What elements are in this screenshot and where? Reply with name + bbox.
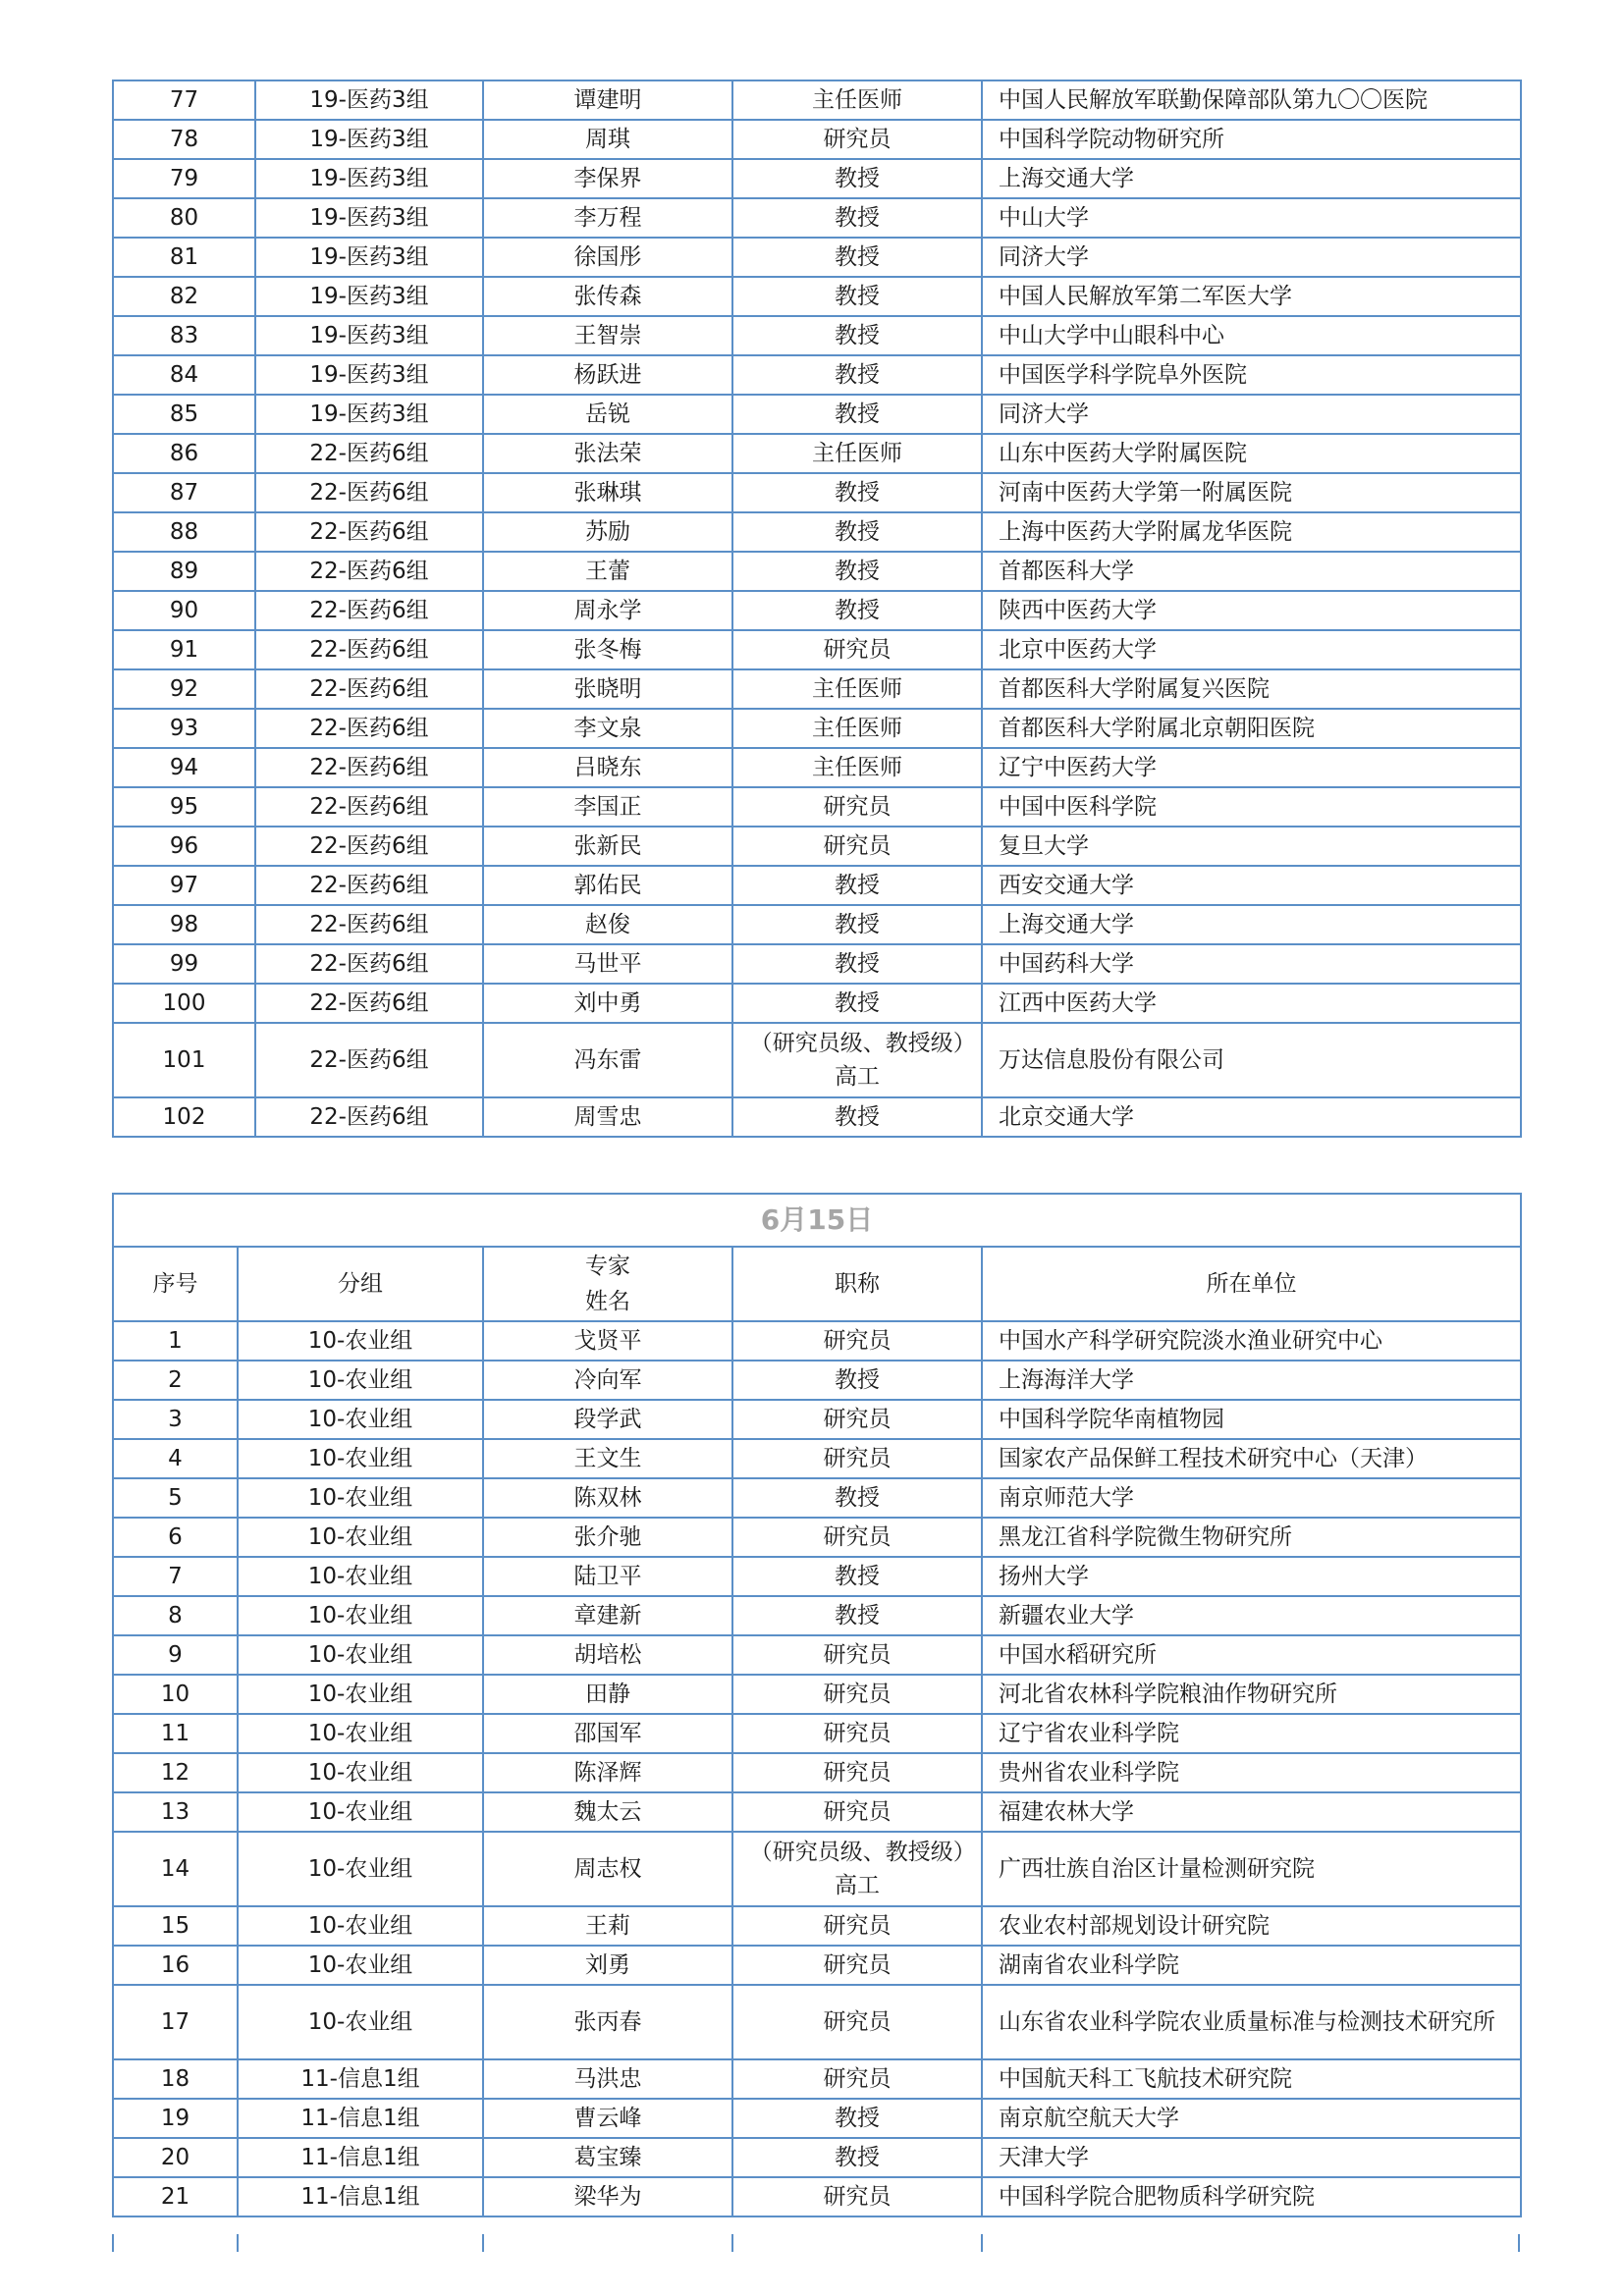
- row-group: 10-农业组: [238, 1946, 483, 1985]
- row-expert-name: 徐国彤: [483, 238, 732, 277]
- row-group: 22-医药6组: [255, 512, 483, 552]
- row-group: 10-农业组: [238, 1832, 483, 1906]
- row-expert-name: 张法荣: [483, 434, 732, 473]
- row-affiliation: 中国科学院华南植物园: [982, 1400, 1521, 1439]
- row-title: 教授: [732, 159, 982, 198]
- row-group: 22-医药6组: [255, 944, 483, 984]
- table-row: [113, 1946, 1521, 1985]
- row-affiliation: 国家农产品保鲜工程技术研究中心（天津）: [982, 1439, 1521, 1478]
- row-group: 11-信息1组: [238, 2138, 483, 2177]
- row-group: 22-医药6组: [255, 905, 483, 944]
- table-row: [113, 120, 1521, 159]
- row-group: 11-信息1组: [238, 2099, 483, 2138]
- row-expert-name: 王莉: [483, 1906, 732, 1946]
- row-group: 19-医药3组: [255, 120, 483, 159]
- row-group: 19-医药3组: [255, 80, 483, 120]
- table-row: [113, 512, 1521, 552]
- row-title: 研究员: [732, 787, 982, 827]
- row-affiliation: 辽宁中医药大学: [982, 748, 1521, 787]
- row-index: 96: [113, 827, 255, 866]
- row-expert-name: 梁华为: [483, 2177, 732, 2216]
- table-row: [113, 434, 1521, 473]
- row-affiliation: 中国科学院动物研究所: [982, 120, 1521, 159]
- row-group: 10-农业组: [238, 1321, 483, 1361]
- row-affiliation: 中国中医科学院: [982, 787, 1521, 827]
- table-row: [113, 552, 1521, 591]
- row-affiliation: 中国水产科学研究院淡水渔业研究中心: [982, 1321, 1521, 1361]
- row-group: 22-医药6组: [255, 1023, 483, 1097]
- row-affiliation: 山东省农业科学院农业质量标准与检测技术研究所: [982, 1985, 1521, 2059]
- table-row: [113, 1361, 1521, 1400]
- row-title: 研究员: [732, 1400, 982, 1439]
- table-row: [113, 1792, 1521, 1832]
- expert-table-june15: [112, 1193, 1522, 2217]
- row-index: 13: [113, 1792, 238, 1832]
- row-expert-name: 谭建明: [483, 80, 732, 120]
- row-index: 99: [113, 944, 255, 984]
- table-row: [113, 1596, 1521, 1635]
- row-expert-name: 王蕾: [483, 552, 732, 591]
- row-affiliation: 陕西中医药大学: [982, 591, 1521, 630]
- header-group: 分组: [238, 1247, 483, 1321]
- table-row: [113, 316, 1521, 355]
- row-index: 92: [113, 669, 255, 709]
- table1-body: [113, 80, 1521, 1137]
- row-title: 教授: [732, 316, 982, 355]
- row-affiliation: 湖南省农业科学院: [982, 1946, 1521, 1985]
- row-title: 教授: [732, 238, 982, 277]
- table-row: [113, 630, 1521, 669]
- row-expert-name: 李文泉: [483, 709, 732, 748]
- row-index: 88: [113, 512, 255, 552]
- table-row: [113, 355, 1521, 395]
- row-expert-name: 冯东雷: [483, 1023, 732, 1097]
- row-title: 研究员: [732, 1792, 982, 1832]
- row-index: 8: [113, 1596, 238, 1635]
- row-affiliation: 贵州省农业科学院: [982, 1753, 1521, 1792]
- row-affiliation: 辽宁省农业科学院: [982, 1714, 1521, 1753]
- table-row: [113, 1635, 1521, 1675]
- row-title: 教授: [732, 984, 982, 1023]
- row-group: 22-医药6组: [255, 669, 483, 709]
- row-title: 教授: [732, 473, 982, 512]
- row-index: 79: [113, 159, 255, 198]
- row-expert-name: 周永学: [483, 591, 732, 630]
- row-index: 4: [113, 1439, 238, 1478]
- row-index: 89: [113, 552, 255, 591]
- row-index: 101: [113, 1023, 255, 1097]
- row-expert-name: 周琪: [483, 120, 732, 159]
- row-affiliation: 上海交通大学: [982, 905, 1521, 944]
- row-group: 11-信息1组: [238, 2177, 483, 2216]
- row-expert-name: 马洪忠: [483, 2059, 732, 2099]
- row-index: 95: [113, 787, 255, 827]
- table-row: [113, 1321, 1521, 1361]
- row-expert-name: 葛宝臻: [483, 2138, 732, 2177]
- row-index: 85: [113, 395, 255, 434]
- row-affiliation: 中国科学院合肥物质科学研究院: [982, 2177, 1521, 2216]
- row-group: 19-医药3组: [255, 395, 483, 434]
- table-row: [113, 1400, 1521, 1439]
- row-group: 22-医药6组: [255, 552, 483, 591]
- row-title: 研究员: [732, 2059, 982, 2099]
- row-index: 17: [113, 1985, 238, 2059]
- table-row: [113, 1906, 1521, 1946]
- row-expert-name: 章建新: [483, 1596, 732, 1635]
- table-row: [113, 1097, 1521, 1137]
- row-expert-name: 岳锐: [483, 395, 732, 434]
- row-expert-name: 曹云峰: [483, 2099, 732, 2138]
- row-expert-name: 李国正: [483, 787, 732, 827]
- row-affiliation: 同济大学: [982, 238, 1521, 277]
- table-row: [113, 1557, 1521, 1596]
- table-row: [113, 984, 1521, 1023]
- row-affiliation: 同济大学: [982, 395, 1521, 434]
- row-index: 7: [113, 1557, 238, 1596]
- row-affiliation: 新疆农业大学: [982, 1596, 1521, 1635]
- row-title: 主任医师: [732, 80, 982, 120]
- expert-table-continued: [112, 80, 1522, 1138]
- row-index: 78: [113, 120, 255, 159]
- row-index: 2: [113, 1361, 238, 1400]
- row-affiliation: 天津大学: [982, 2138, 1521, 2177]
- row-expert-name: 吕晓东: [483, 748, 732, 787]
- row-affiliation: 首都医科大学附属北京朝阳医院: [982, 709, 1521, 748]
- row-group: 22-医药6组: [255, 787, 483, 827]
- row-expert-name: 张介驰: [483, 1518, 732, 1557]
- table-row: [113, 591, 1521, 630]
- row-title: 主任医师: [732, 748, 982, 787]
- table-row: [113, 1439, 1521, 1478]
- row-affiliation: 中国人民解放军第二军医大学: [982, 277, 1521, 316]
- row-title: 教授: [732, 1361, 982, 1400]
- row-index: 94: [113, 748, 255, 787]
- header-index: 序号: [113, 1247, 238, 1321]
- row-expert-name: 魏太云: [483, 1792, 732, 1832]
- row-expert-name: 冷向军: [483, 1361, 732, 1400]
- row-expert-name: 郭佑民: [483, 866, 732, 905]
- row-group: 19-医药3组: [255, 198, 483, 238]
- row-affiliation: 西安交通大学: [982, 866, 1521, 905]
- row-group: 19-医药3组: [255, 355, 483, 395]
- table-row: [113, 2138, 1521, 2177]
- table-row: [113, 198, 1521, 238]
- row-index: 12: [113, 1753, 238, 1792]
- table-date-title: 6月15日: [113, 1194, 1521, 1247]
- row-group: 22-医药6组: [255, 434, 483, 473]
- row-group: 19-医药3组: [255, 159, 483, 198]
- row-expert-name: 刘中勇: [483, 984, 732, 1023]
- row-affiliation: 中国药科大学: [982, 944, 1521, 984]
- row-group: 22-医药6组: [255, 984, 483, 1023]
- row-affiliation: 黑龙江省科学院微生物研究所: [982, 1518, 1521, 1557]
- table-row: [113, 2099, 1521, 2138]
- table-row: [113, 1985, 1521, 2059]
- row-group: 22-医药6组: [255, 709, 483, 748]
- table-row: [113, 1675, 1521, 1714]
- row-title: 教授: [732, 2138, 982, 2177]
- row-title: 研究员: [732, 827, 982, 866]
- table-row: [113, 277, 1521, 316]
- row-expert-name: 王智崇: [483, 316, 732, 355]
- row-affiliation: 广西壮族自治区计量检测研究院: [982, 1832, 1521, 1906]
- row-expert-name: 赵俊: [483, 905, 732, 944]
- header-affiliation: 所在单位: [982, 1247, 1521, 1321]
- row-affiliation: 中国航天科工飞航技术研究院: [982, 2059, 1521, 2099]
- table-row: [113, 1832, 1521, 1906]
- row-affiliation: 南京航空航天大学: [982, 2099, 1521, 2138]
- table-row: [113, 709, 1521, 748]
- row-index: 80: [113, 198, 255, 238]
- table-row: [113, 395, 1521, 434]
- row-title: 研究员: [732, 1675, 982, 1714]
- row-expert-name: 李保界: [483, 159, 732, 198]
- row-index: 5: [113, 1478, 238, 1518]
- row-title: 教授: [732, 2099, 982, 2138]
- row-title: 教授: [732, 944, 982, 984]
- row-affiliation: 万达信息股份有限公司: [982, 1023, 1521, 1097]
- row-index: 77: [113, 80, 255, 120]
- row-expert-name: 胡培松: [483, 1635, 732, 1675]
- table-row: [113, 159, 1521, 198]
- row-title: 研究员: [732, 1946, 982, 1985]
- row-title: 研究员: [732, 1714, 982, 1753]
- row-affiliation: 上海中医药大学附属龙华医院: [982, 512, 1521, 552]
- row-title: 研究员: [732, 1518, 982, 1557]
- row-expert-name: 陈泽辉: [483, 1753, 732, 1792]
- row-group: 22-医药6组: [255, 473, 483, 512]
- row-index: 102: [113, 1097, 255, 1137]
- row-group: 22-医药6组: [255, 748, 483, 787]
- row-group: 10-农业组: [238, 1714, 483, 1753]
- row-expert-name: 张冬梅: [483, 630, 732, 669]
- row-index: 16: [113, 1946, 238, 1985]
- row-affiliation: 中国水稻研究所: [982, 1635, 1521, 1675]
- row-expert-name: 张丙春: [483, 1985, 732, 2059]
- row-index: 1: [113, 1321, 238, 1361]
- row-index: 93: [113, 709, 255, 748]
- row-title: 教授: [732, 552, 982, 591]
- table-continuation-stub: [112, 2234, 1520, 2252]
- table-row: [113, 80, 1521, 120]
- row-title: 研究员: [732, 1906, 982, 1946]
- row-expert-name: 段学武: [483, 1400, 732, 1439]
- row-index: 81: [113, 238, 255, 277]
- table-row: [113, 238, 1521, 277]
- row-group: 11-信息1组: [238, 2059, 483, 2099]
- row-title: 教授: [732, 905, 982, 944]
- row-title: 主任医师: [732, 709, 982, 748]
- row-affiliation: 中国人民解放军联勤保障部队第九〇〇医院: [982, 80, 1521, 120]
- row-affiliation: 上海交通大学: [982, 159, 1521, 198]
- row-group: 10-农业组: [238, 1753, 483, 1792]
- row-index: 10: [113, 1675, 238, 1714]
- row-index: 18: [113, 2059, 238, 2099]
- row-affiliation: 河北省农林科学院粮油作物研究所: [982, 1675, 1521, 1714]
- row-group: 10-农业组: [238, 1792, 483, 1832]
- row-affiliation: 中山大学中山眼科中心: [982, 316, 1521, 355]
- row-group: 10-农业组: [238, 1439, 483, 1478]
- row-expert-name: 马世平: [483, 944, 732, 984]
- table-row: [113, 2059, 1521, 2099]
- row-title: 主任医师: [732, 669, 982, 709]
- row-affiliation: 北京中医药大学: [982, 630, 1521, 669]
- row-group: 22-医药6组: [255, 866, 483, 905]
- row-title: 教授: [732, 512, 982, 552]
- row-index: 11: [113, 1714, 238, 1753]
- row-title: 教授: [732, 591, 982, 630]
- table-row: [113, 1753, 1521, 1792]
- row-affiliation: 复旦大学: [982, 827, 1521, 866]
- row-index: 100: [113, 984, 255, 1023]
- row-affiliation: 山东中医药大学附属医院: [982, 434, 1521, 473]
- row-group: 10-农业组: [238, 1361, 483, 1400]
- table-row: [113, 827, 1521, 866]
- row-index: 84: [113, 355, 255, 395]
- row-group: 10-农业组: [238, 1985, 483, 2059]
- row-title: 研究员: [732, 1321, 982, 1361]
- table-row: [113, 944, 1521, 984]
- row-index: 21: [113, 2177, 238, 2216]
- row-affiliation: 中国医学科学院阜外医院: [982, 355, 1521, 395]
- row-group: 10-农业组: [238, 1675, 483, 1714]
- table-row: [113, 748, 1521, 787]
- table-row: [113, 473, 1521, 512]
- table-header-row: [113, 1247, 1521, 1321]
- row-index: 98: [113, 905, 255, 944]
- row-expert-name: 周雪忠: [483, 1097, 732, 1137]
- table-row: [113, 2177, 1521, 2216]
- row-title: 研究员: [732, 1753, 982, 1792]
- row-group: 10-农业组: [238, 1478, 483, 1518]
- row-index: 3: [113, 1400, 238, 1439]
- row-affiliation: 上海海洋大学: [982, 1361, 1521, 1400]
- row-affiliation: 南京师范大学: [982, 1478, 1521, 1518]
- row-index: 97: [113, 866, 255, 905]
- row-title: 教授: [732, 1557, 982, 1596]
- row-expert-name: 张传森: [483, 277, 732, 316]
- row-index: 20: [113, 2138, 238, 2177]
- row-title: 教授: [732, 277, 982, 316]
- row-title: 教授: [732, 395, 982, 434]
- row-expert-name: 陈双林: [483, 1478, 732, 1518]
- row-group: 22-医药6组: [255, 1097, 483, 1137]
- row-index: 90: [113, 591, 255, 630]
- table-row: [113, 1714, 1521, 1753]
- row-affiliation: 首都医科大学附属复兴医院: [982, 669, 1521, 709]
- row-affiliation: 中山大学: [982, 198, 1521, 238]
- row-group: 10-农业组: [238, 1400, 483, 1439]
- table-row: [113, 1023, 1521, 1097]
- table-row: [113, 1518, 1521, 1557]
- table2-body: [113, 1321, 1521, 2216]
- row-title: 研究员: [732, 120, 982, 159]
- row-title: 教授: [732, 1596, 982, 1635]
- row-group: 19-医药3组: [255, 238, 483, 277]
- row-expert-name: 苏励: [483, 512, 732, 552]
- row-index: 19: [113, 2099, 238, 2138]
- row-affiliation: 北京交通大学: [982, 1097, 1521, 1137]
- row-title: （研究员级、教授级）高工: [732, 1832, 982, 1906]
- row-group: 10-农业组: [238, 1596, 483, 1635]
- row-group: 10-农业组: [238, 1635, 483, 1675]
- row-expert-name: 田静: [483, 1675, 732, 1714]
- row-affiliation: 扬州大学: [982, 1557, 1521, 1596]
- row-title: （研究员级、教授级）高工: [732, 1023, 982, 1097]
- row-affiliation: 福建农林大学: [982, 1792, 1521, 1832]
- row-expert-name: 杨跃进: [483, 355, 732, 395]
- row-index: 9: [113, 1635, 238, 1675]
- row-affiliation: 河南中医药大学第一附属医院: [982, 473, 1521, 512]
- row-expert-name: 戈贤平: [483, 1321, 732, 1361]
- row-group: 10-农业组: [238, 1906, 483, 1946]
- row-group: 19-医药3组: [255, 316, 483, 355]
- row-group: 19-医药3组: [255, 277, 483, 316]
- row-title: 教授: [732, 198, 982, 238]
- row-title: 研究员: [732, 1635, 982, 1675]
- row-title: 教授: [732, 355, 982, 395]
- row-title: 教授: [732, 1097, 982, 1137]
- row-index: 82: [113, 277, 255, 316]
- row-expert-name: 陆卫平: [483, 1557, 732, 1596]
- row-index: 15: [113, 1906, 238, 1946]
- row-index: 91: [113, 630, 255, 669]
- row-title: 研究员: [732, 1985, 982, 2059]
- table-row: [113, 1478, 1521, 1518]
- row-title: 研究员: [732, 1439, 982, 1478]
- row-expert-name: 周志权: [483, 1832, 732, 1906]
- row-group: 22-医药6组: [255, 630, 483, 669]
- row-expert-name: 李万程: [483, 198, 732, 238]
- row-group: 22-医药6组: [255, 591, 483, 630]
- row-index: 14: [113, 1832, 238, 1906]
- row-affiliation: 首都医科大学: [982, 552, 1521, 591]
- row-title: 教授: [732, 1478, 982, 1518]
- table-row: [113, 905, 1521, 944]
- row-expert-name: 张晓明: [483, 669, 732, 709]
- row-title: 主任医师: [732, 434, 982, 473]
- row-expert-name: 王文生: [483, 1439, 732, 1478]
- row-affiliation: 农业农村部规划设计研究院: [982, 1906, 1521, 1946]
- row-title: 教授: [732, 866, 982, 905]
- header-title: 职称: [732, 1247, 982, 1321]
- row-index: 6: [113, 1518, 238, 1557]
- table-row: [113, 787, 1521, 827]
- row-title: 研究员: [732, 2177, 982, 2216]
- row-group: 22-医药6组: [255, 827, 483, 866]
- table-row: [113, 669, 1521, 709]
- row-index: 87: [113, 473, 255, 512]
- row-index: 86: [113, 434, 255, 473]
- row-group: 10-农业组: [238, 1518, 483, 1557]
- row-index: 83: [113, 316, 255, 355]
- row-group: 10-农业组: [238, 1557, 483, 1596]
- table-row: [113, 866, 1521, 905]
- row-expert-name: 张新民: [483, 827, 732, 866]
- row-expert-name: 张琳琪: [483, 473, 732, 512]
- row-title: 研究员: [732, 630, 982, 669]
- row-affiliation: 江西中医药大学: [982, 984, 1521, 1023]
- row-expert-name: 邵国军: [483, 1714, 732, 1753]
- row-expert-name: 刘勇: [483, 1946, 732, 1985]
- header-expert-name: 专家姓名: [483, 1247, 732, 1321]
